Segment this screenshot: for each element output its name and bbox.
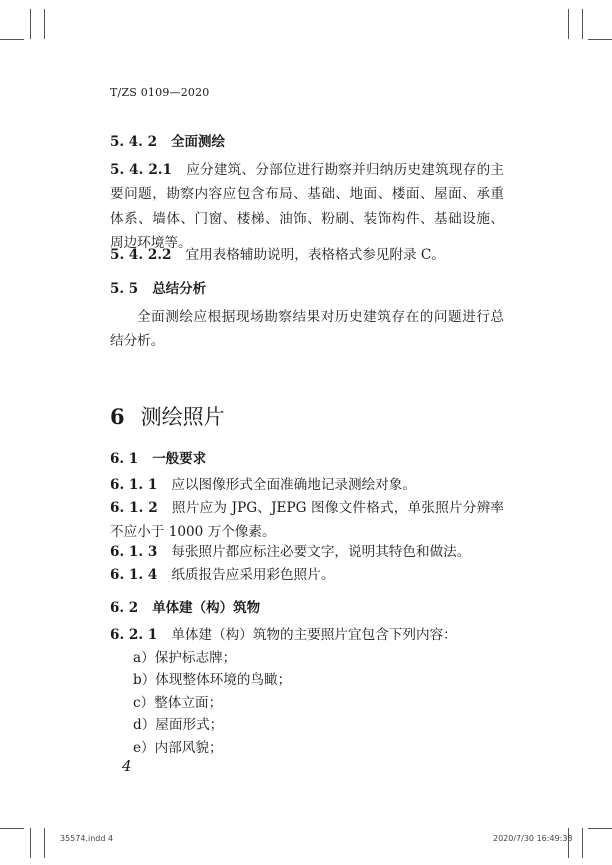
clause-number: 6. 1. 2 [110,500,158,516]
section-heading-6-2 [110,596,260,616]
crop-mark [568,828,569,858]
section-number: 6. 1 [110,451,139,467]
section-number: 5. 4. 2 [110,134,157,150]
list-item: c）整体立面； [133,694,223,711]
crop-mark [0,39,24,40]
clause-text: 每张照片都应标注必要文字，说明其特色和做法。 [171,544,471,560]
clause-text: 宜用表格辅助说明，表格格式参见附录 C。 [185,247,445,263]
crop-mark [30,828,31,858]
list-item: b）体现整体环境的鸟瞰； [133,672,292,689]
clause-6-1-1 [110,473,504,497]
crop-mark [582,828,583,858]
page-number: 4 [122,757,132,775]
clause-number: 6. 2. 1 [110,627,158,643]
chapter-title: 测绘照片 [140,405,225,429]
clause-5-4-2-2 [110,243,504,267]
photo-content-list [133,647,291,759]
section-number: 6. 2 [110,600,139,616]
summary-paragraph: 全面测绘应根据现场勘察结果对历史建筑存在的问题进行总结分析。 [110,309,504,350]
clause-text: 应以图像形式全面准确地记录测绘对象。 [171,477,416,493]
crop-mark [588,828,612,829]
crop-mark [568,9,569,39]
clause-number: 6. 1. 3 [110,544,158,560]
section-title: 总结分析 [152,281,207,297]
crop-mark [44,828,45,858]
clause-text: 照片应为 JPG、JEPG 图像文件格式，单张照片分辨率不应小于 1000 万个像素。 [110,500,504,541]
clause-text: 纸质报告应采用彩色照片。 [171,567,335,583]
clause-6-2-1 [110,623,504,647]
section-title: 一般要求 [152,451,207,467]
section-title: 全面测绘 [170,134,225,150]
running-header: T/ZS 0109—2020 [110,86,210,99]
section-number: 5. 5 [110,281,139,297]
chapter-heading [110,401,225,431]
list-item: a）保护标志牌； [133,650,237,666]
section-title: 单体建（构）筑物 [152,600,261,616]
crop-mark [0,828,24,829]
clause-number: 6. 1. 1 [110,477,158,493]
clause-6-1-3 [110,540,504,564]
clause-text: 应分建筑、分部位进行勘察并归纳历史建筑现存的主要问题，勘察内容应包含布局、基础、地面、楼面、屋面、承重体系、墙体、门窗、楼梯、油饰、粉刷、装饰构件、基础设施、周边环境等。 [110,162,504,251]
clause-6-1-4 [110,563,504,587]
footer-timestamp: 2020/7/30 16:49:38 [493,834,573,843]
chapter-number: 6 [110,404,125,429]
section-heading-6-1 [110,447,206,467]
crop-mark [588,39,612,40]
footer-file-name: 35574.indd 4 [60,834,114,843]
crop-mark [44,9,45,39]
crop-mark [30,9,31,39]
section-heading-5-4-2 [110,130,225,150]
clause-text: 单体建（构）筑物的主要照片宜包含下列内容： [171,627,457,643]
clause-number: 5. 4. 2.1 [110,162,172,178]
clause-5-4-2-1 [110,158,504,255]
clause-number: 6. 1. 4 [110,567,158,583]
list-item: e）内部风貌； [133,739,223,756]
clause-6-1-2 [110,496,504,545]
list-item: d）屋面形式； [133,717,224,734]
crop-mark [582,9,583,39]
clause-number: 5. 4. 2.2 [110,247,172,263]
section-heading-5-5 [110,277,206,297]
